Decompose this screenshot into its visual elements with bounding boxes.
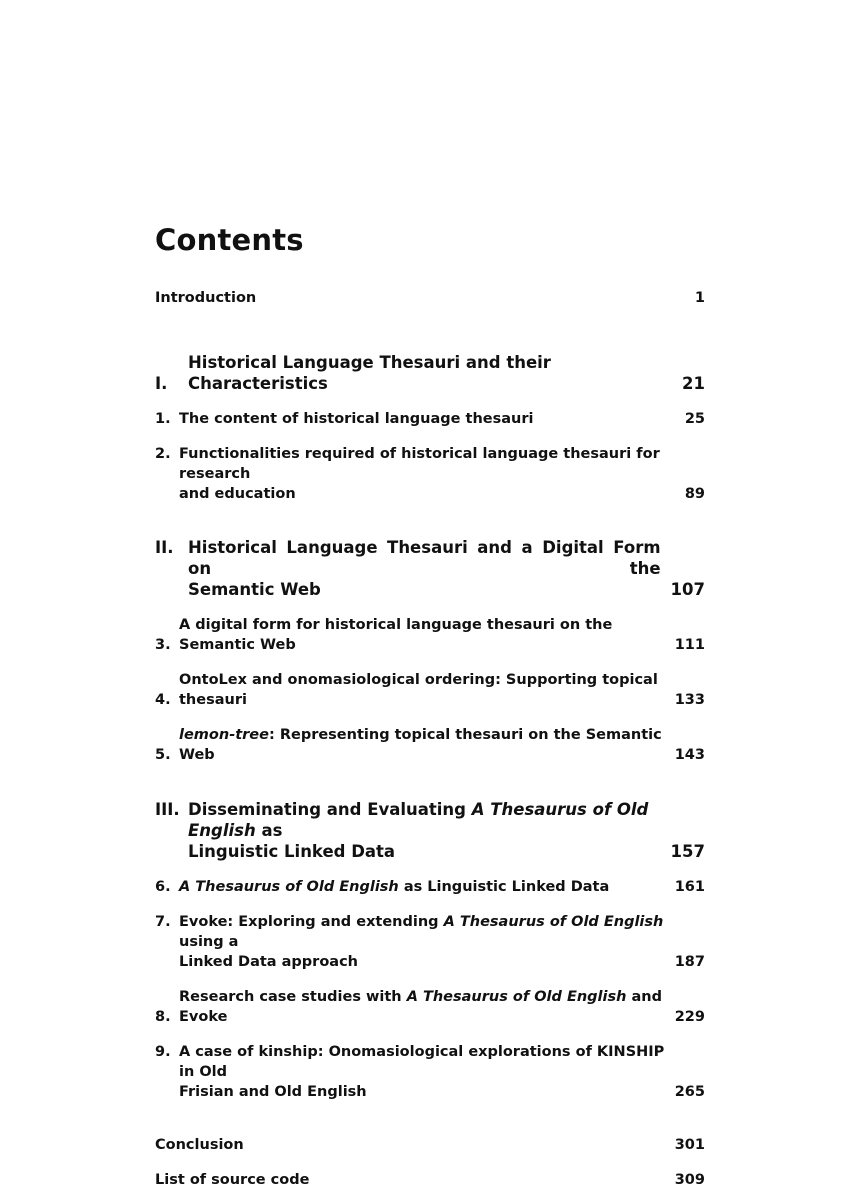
toc-entry-line-1: Historical Language Thesauri and a Digital Form on the bbox=[188, 538, 661, 578]
toc-entry-number: II. bbox=[155, 538, 174, 557]
toc-entry-number: 3. bbox=[155, 637, 171, 653]
toc-page-number: 111 bbox=[674, 637, 705, 653]
toc-page-number: 265 bbox=[674, 1084, 705, 1100]
toc-entry-line-2: Semantic Web bbox=[188, 580, 321, 599]
toc-entry-chapter-2[interactable] bbox=[155, 444, 705, 504]
page-title: Contents bbox=[155, 223, 304, 257]
toc-entry-number: 8. bbox=[155, 1009, 171, 1025]
toc-entry-conclusion[interactable] bbox=[155, 1135, 705, 1155]
toc-entry-text bbox=[179, 444, 677, 504]
toc-entry-text: OntoLex and onomasiological ordering: Supporting topical thesauri bbox=[179, 672, 658, 708]
toc-page-number: 301 bbox=[674, 1137, 705, 1153]
toc-entry-text-post: using a bbox=[179, 934, 239, 950]
toc-entry-chapter-6[interactable] bbox=[155, 877, 705, 897]
toc-entry-text-rest: as Linguistic Linked Data bbox=[398, 879, 610, 895]
toc-entry-text: A digital form for historical language thesauri on the Semantic Web bbox=[179, 617, 613, 653]
toc-entry-text-pre: Disseminating and Evaluating bbox=[188, 800, 472, 819]
toc-entry-text-pre: Research case studies with bbox=[179, 989, 407, 1005]
toc-italic-title: A Thesaurus of Old English bbox=[179, 879, 399, 895]
toc-entry-line-2: Frisian and Old English bbox=[179, 1084, 367, 1100]
toc-page-number: 143 bbox=[674, 747, 705, 763]
toc-entry-text bbox=[179, 912, 675, 972]
toc-entry-text: Conclusion bbox=[155, 1137, 244, 1153]
toc-entry-chapter-1[interactable] bbox=[155, 409, 705, 429]
toc-page-number: 229 bbox=[674, 1009, 705, 1025]
toc-page-number: 133 bbox=[674, 692, 705, 708]
toc-entry-number: 6. bbox=[155, 879, 171, 895]
toc-entry-text bbox=[179, 877, 675, 897]
toc-entry-text bbox=[188, 537, 671, 600]
toc-entry-number: 9. bbox=[155, 1044, 171, 1060]
toc-italic-title: lemon-tree bbox=[179, 727, 269, 743]
toc-page-number: 157 bbox=[670, 842, 705, 861]
toc-entry-line-2: and education bbox=[179, 486, 296, 502]
toc-page-number: 107 bbox=[670, 580, 705, 599]
toc-entry-line-1 bbox=[179, 912, 675, 952]
toc-italic-title: A Thesaurus of Old English bbox=[443, 914, 664, 930]
toc-entry-number: I. bbox=[155, 374, 168, 393]
toc-entry-line-2: Linguistic Linked Data bbox=[188, 842, 396, 861]
toc-entry-line-1 bbox=[188, 799, 671, 841]
table-of-contents bbox=[155, 288, 705, 1190]
toc-page-number: 309 bbox=[674, 1172, 705, 1188]
toc-page-number: 1 bbox=[694, 290, 705, 306]
toc-entry-line-1: A case of kinship: Onomasiological explorations of KINSHIP in Old bbox=[179, 1044, 665, 1080]
toc-entry-number: 1. bbox=[155, 411, 171, 427]
toc-page-number: 21 bbox=[682, 374, 705, 393]
toc-entry-text bbox=[179, 987, 675, 1027]
toc-entry-text bbox=[188, 799, 671, 862]
toc-entry-chapter-5[interactable] bbox=[155, 725, 705, 765]
toc-entry-chapter-7[interactable] bbox=[155, 912, 705, 972]
toc-entry-text bbox=[179, 725, 675, 765]
toc-entry-text: Introduction bbox=[155, 290, 257, 306]
toc-entry-part-3[interactable] bbox=[155, 799, 705, 862]
toc-entry-chapter-9[interactable] bbox=[155, 1042, 705, 1102]
toc-italic-title: A Thesaurus of Old English bbox=[406, 989, 627, 1005]
toc-entry-text-rest: : Representing topical thesauri on the Semantic Web bbox=[179, 727, 662, 763]
toc-page-number: 25 bbox=[684, 411, 705, 427]
toc-entry-source-code[interactable] bbox=[155, 1170, 705, 1190]
toc-entry-introduction[interactable] bbox=[155, 288, 705, 308]
toc-entry-chapter-3[interactable] bbox=[155, 615, 705, 655]
toc-page-number: 161 bbox=[674, 879, 705, 895]
toc-entry-text-pre: Evoke: Exploring and extending bbox=[179, 914, 444, 930]
toc-entry-number: 5. bbox=[155, 747, 171, 763]
toc-entry-number: 4. bbox=[155, 692, 171, 708]
toc-page-number: 89 bbox=[684, 486, 705, 502]
toc-entry-chapter-8[interactable] bbox=[155, 987, 705, 1027]
toc-entry-line-1: Functionalities required of historical language thesauri for research bbox=[179, 446, 660, 482]
toc-entry-text-post: and Evoke bbox=[179, 989, 662, 1025]
toc-entry-line-2: Linked Data approach bbox=[179, 954, 358, 970]
toc-entry-text: Historical Language Thesauri and their Characteristics bbox=[188, 353, 551, 393]
toc-entry-text-post: as bbox=[255, 821, 283, 840]
toc-entry-chapter-4[interactable] bbox=[155, 670, 705, 710]
toc-entry-number: III. bbox=[155, 800, 180, 819]
toc-entry-text: List of source code bbox=[155, 1172, 310, 1188]
toc-italic-title: A Thesaurus of Old English bbox=[188, 800, 649, 840]
toc-entry-part-2[interactable] bbox=[155, 537, 705, 600]
toc-page-number: 187 bbox=[674, 954, 705, 970]
toc-entry-text: The content of historical language thesauri bbox=[179, 411, 534, 427]
toc-entry-part-1[interactable] bbox=[155, 352, 705, 394]
toc-entry-number: 2. bbox=[155, 446, 171, 462]
toc-entry-text bbox=[179, 1042, 675, 1102]
toc-entry-number: 7. bbox=[155, 914, 171, 930]
